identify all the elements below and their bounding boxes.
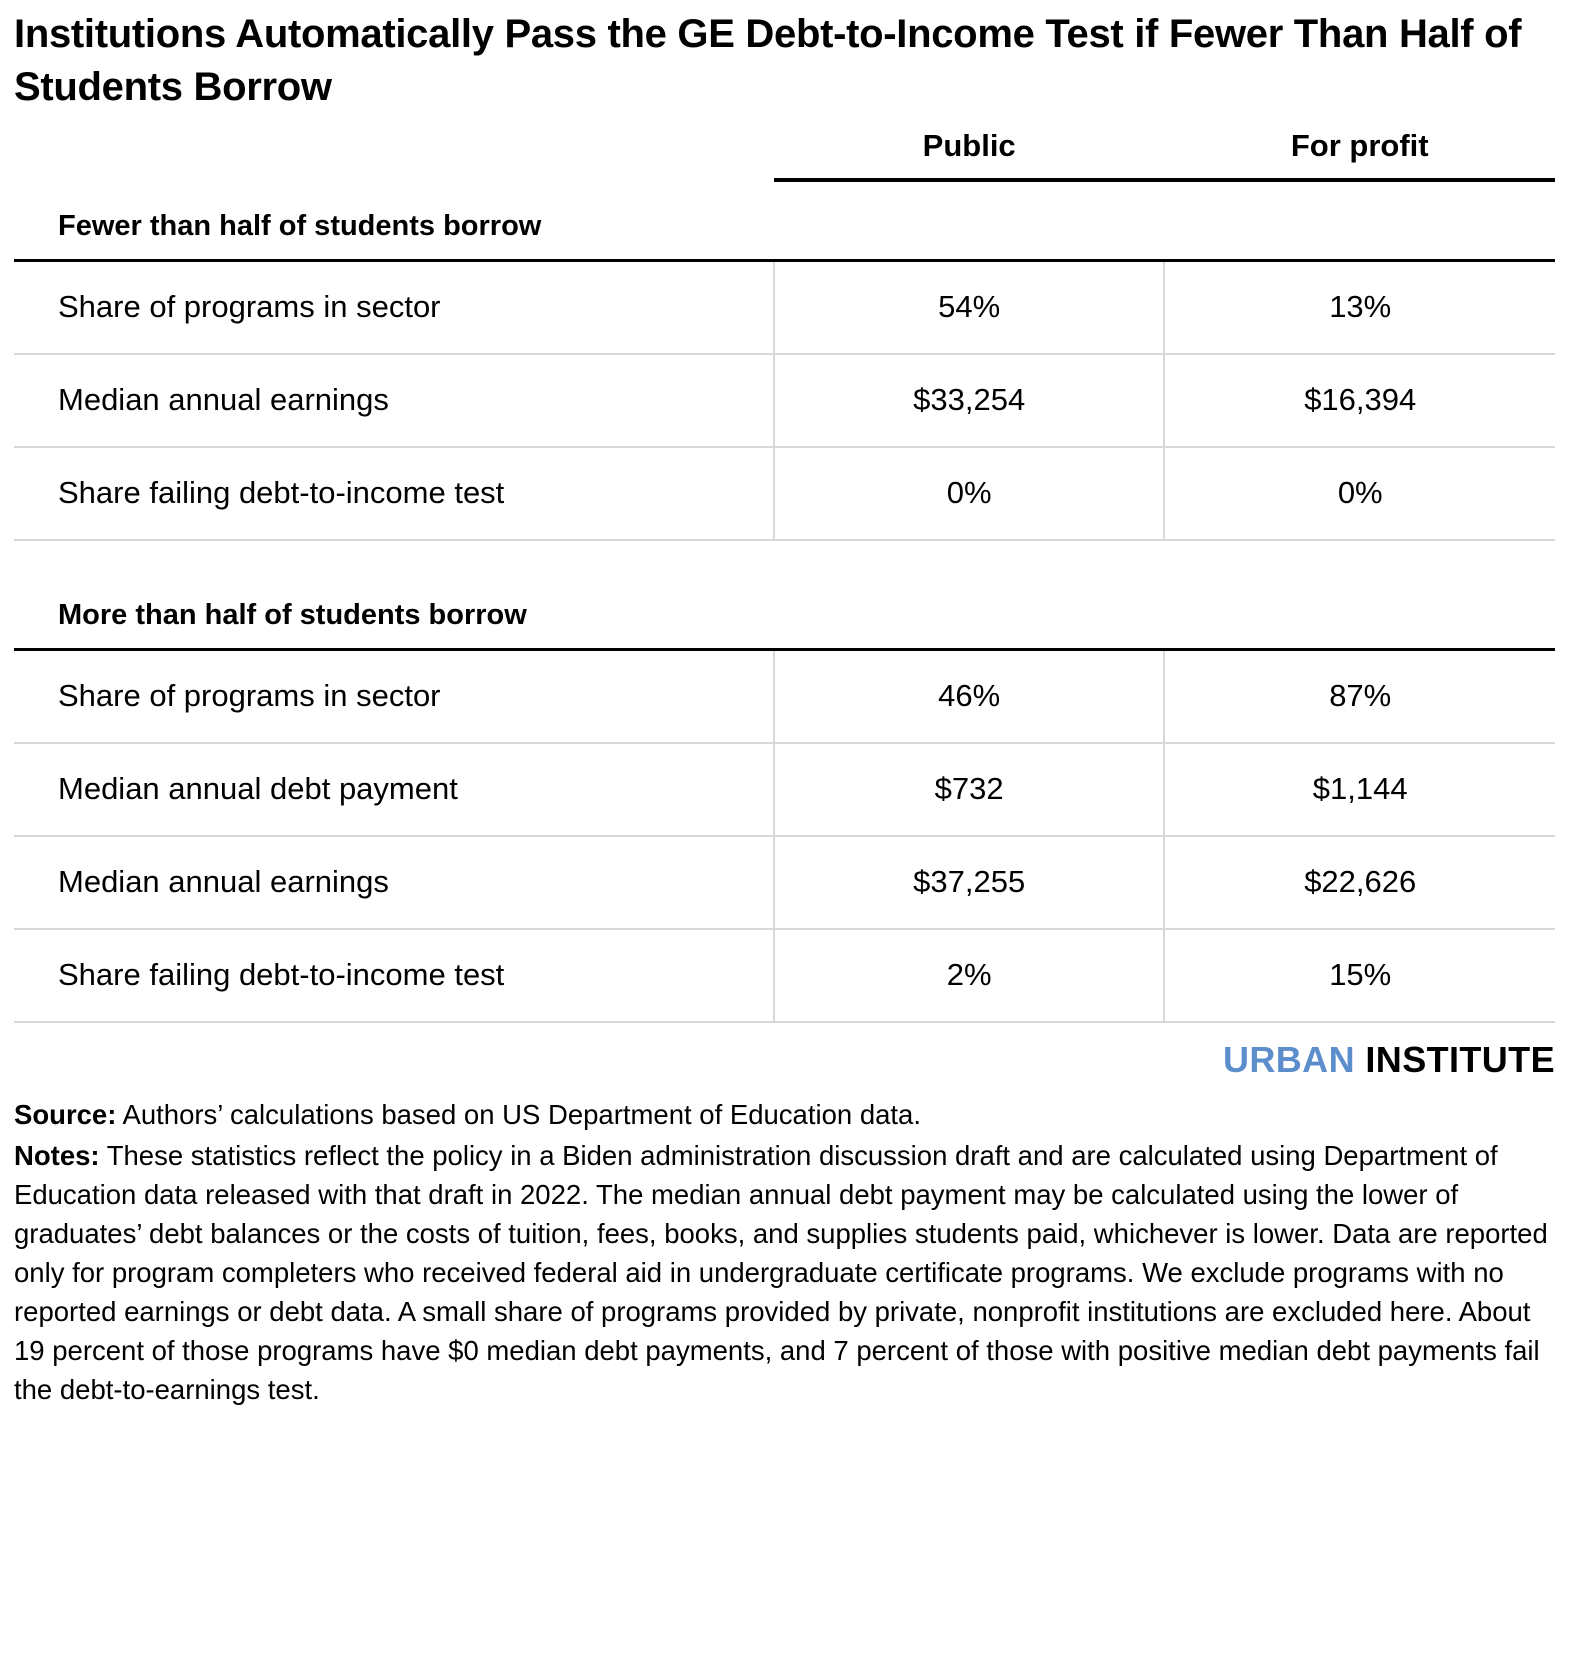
section-heading-row [14,559,1555,650]
table-row [14,836,1555,929]
row-label: Share of programs in sector [14,260,774,354]
cell-forprofit: $22,626 [1164,836,1555,929]
column-header-public: Public [774,128,1165,180]
logo-wordmark [1223,1039,1555,1081]
section-gap [14,540,1555,559]
row-label: Median annual earnings [14,354,774,447]
row-label: Median annual debt payment [14,743,774,836]
row-label: Share failing debt-to-income test [14,929,774,1022]
footnotes [14,1095,1549,1409]
notes-note [14,1136,1549,1409]
table-row [14,260,1555,354]
row-label: Share failing debt-to-income test [14,447,774,540]
section-gap-cell [14,540,1555,559]
column-header-spacer [14,128,774,180]
table-row [14,447,1555,540]
table-row [14,649,1555,743]
cell-public: $732 [774,743,1165,836]
cell-public: 2% [774,929,1165,1022]
column-header-forprofit: For profit [1164,128,1555,180]
notes-text: These statistics reflect the policy in a Biden administration discussion draft and are calculated using Department of Education data released with that draft in 2022. The median annual debt payment may be calculated using the lower of graduates’ debt balances or the costs of tuition, fees, books, and supplies students paid, whichever is lower. Data are reported only for program completers who received federal aid in undergraduate certificate programs. We exclude programs with no reported earnings or debt data. A small share of programs provided by private, nonprofit institutions are excluded here. About 19 percent of those programs have $0 median debt payments, and 7 percent of those with positive median debt payments fail the debt-to-earnings test. [14,1139,1548,1405]
cell-forprofit: 87% [1164,649,1555,743]
table-header-row [14,128,1555,180]
urban-institute-logo [14,1023,1555,1091]
cell-public: 46% [774,649,1165,743]
table-row [14,743,1555,836]
cell-forprofit: $16,394 [1164,354,1555,447]
cell-forprofit: 15% [1164,929,1555,1022]
section-heading: More than half of students borrow [14,559,1555,650]
cell-forprofit: $1,144 [1164,743,1555,836]
cell-public: 0% [774,447,1165,540]
row-label: Share of programs in sector [14,649,774,743]
cell-forprofit: 0% [1164,447,1555,540]
row-label: Median annual earnings [14,836,774,929]
table-row [14,929,1555,1022]
source-note [14,1095,1549,1134]
section-heading-row [14,180,1555,261]
source-text: Authors’ calculations based on US Department of Education data. [116,1098,921,1130]
cell-public: $33,254 [774,354,1165,447]
table-body [14,128,1555,1022]
table-row [14,354,1555,447]
cell-public: 54% [774,260,1165,354]
notes-label: Notes: [14,1139,100,1171]
source-label: Source: [14,1098,117,1130]
section-heading: Fewer than half of students borrow [14,180,1555,261]
data-table [14,128,1555,1023]
page-title: Institutions Automatically Pass the GE Debt-to-Income Test if Fewer Than Half of Students Borrow [14,12,1522,109]
logo-urban-text: URBAN [1222,1038,1355,1080]
cell-forprofit: 13% [1164,260,1555,354]
cell-public: $37,255 [774,836,1165,929]
logo-institute-text: INSTITUTE [1365,1038,1555,1080]
